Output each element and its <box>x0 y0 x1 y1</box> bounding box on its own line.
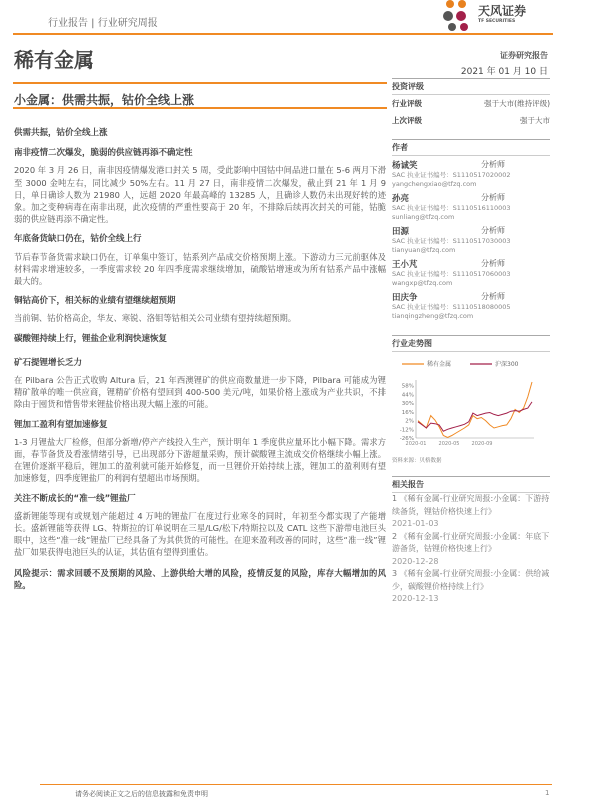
author-email[interactable]: yangchengxiao@tfzq.com <box>392 180 477 188</box>
related-report-item[interactable] <box>392 493 550 531</box>
legend-label: 稀有金属 <box>427 361 452 368</box>
y-tick-label: 2% <box>405 418 414 425</box>
paragraph: 当前铜、钴价格高企，华友、寒锐、洛钼等钴相关公司业绩有望持续超预期。 <box>14 313 297 324</box>
rating-row <box>392 112 550 129</box>
y-tick-label: 30% <box>401 401 414 408</box>
paragraph: 节后春节备货需求缺口仍在，订单集中签订，钴系列产品成交价格预期上涨。下游动力三元前驱体及材料需求增速较多，一季度需求较 20 年四季度需求继续增加，硫酸钴增速或为所有钴系产品中涨幅最大的。 <box>14 251 386 287</box>
author-name: 田源 <box>392 227 410 237</box>
x-tick-label: 2020-01 <box>405 441 427 447</box>
related-report-title[interactable]: 2 《稀有金属-行业研究周报:小金属：年底下游备货，钴锂价格快速上行》 <box>392 531 550 553</box>
logo-text-en: TF SECURITIES <box>478 19 516 24</box>
rating-label: 行业评级 <box>392 99 422 108</box>
authors-heading: 作者 <box>392 139 550 156</box>
related-reports <box>392 493 550 606</box>
author-sac: SAC 执业证书编号：S1110516110003 <box>392 204 511 212</box>
disclaimer: 请务必阅读正文之后的信息披露和免责申明 <box>75 790 208 798</box>
risk-warning: 风险提示：需求回暖不及预期的风险、上游供给大增的风险，疫情反复的风险，库存大幅增加的风险。 <box>14 567 386 590</box>
author-role: 分析师 <box>481 193 505 202</box>
author-email[interactable]: wangxp@tfzq.com <box>392 279 453 287</box>
related-report-date: 2020-12-13 <box>392 594 439 603</box>
author-name: 孙亮 <box>392 194 410 204</box>
page-number: 1 <box>545 789 550 797</box>
section-heading: 锂加工盈利有望加速修复 <box>14 419 108 430</box>
author-role: 分析师 <box>481 226 505 235</box>
author-entry <box>392 192 550 222</box>
section-heading: 关注不断成长的“准一线”锂盐厂 <box>14 493 136 504</box>
paragraph: 1-3 月锂盐大厂检修，但部分新增/停产产线投入生产，预计明年 1 季度供应量环比小幅下降。需求方面，春节备货及看涨情绪引导，已出现部分下游超量采购，预计碳酸锂主流成交价格继续小幅上涨。在锂价逐渐平稳后，锂加工的盈利就可能开始修复，而一旦锂价开始持续上涨，锂加工的盈利则有望加速修复，四季度锂盐厂的利润有望超出市场预期。 <box>14 436 386 484</box>
report-category: 行业报告 | 行业研究周报 <box>48 18 158 29</box>
logo-text: 天风证券 <box>478 4 527 18</box>
tf-securities-logo <box>440 0 555 32</box>
chart-source: 资料来源：贝格数据 <box>392 458 442 464</box>
rating-row <box>392 95 550 112</box>
rating-value: 强于大市 <box>520 116 550 125</box>
author-sac: SAC 执业证书编号：S1110517030003 <box>392 237 511 245</box>
paragraph: 在 Pilbara 公告正式收购 Altura 后，21 年西澳锂矿的供应商数量进一步下降，Pilbara 可能成为锂精矿散单的唯一供应商，锂精矿价格有望回到 400-500 美元/吨，如果价格上涨成为产业共识，不排除由于囤货和惜售带来锂盐价格出现大幅上涨的可能。 <box>14 375 386 410</box>
author-list <box>392 159 550 321</box>
legend-label: 沪深300 <box>495 361 519 368</box>
author-role: 分析师 <box>481 259 505 268</box>
author-entry <box>392 258 550 288</box>
logo-mark-icon <box>440 0 480 32</box>
section-heading: 碳酸锂持续上行，锂盐企业利润快速恢复 <box>14 333 168 344</box>
y-tick-label: 44% <box>401 392 414 399</box>
author-sac: SAC 执业证书编号：S1110517020002 <box>392 171 511 179</box>
author-sac: SAC 执业证书编号：S1110517060003 <box>392 270 511 278</box>
author-email[interactable]: tianyuan@tfzq.com <box>392 246 456 254</box>
author-name: 王小芃 <box>392 260 418 270</box>
author-entry <box>392 291 550 321</box>
author-sac: SAC 执业证书编号：S1110518080005 <box>392 303 511 311</box>
series-line-稀有金属 <box>418 382 532 437</box>
title-divider <box>13 82 387 84</box>
paragraph: 盛新锂能等现有或规划产能超过 4 万吨的锂盐厂在度过行业寒冬的同时，年初至今都实现了产能增长。盛新锂能等获得 LG、特斯拉的订单说明在三星/LG/松下/特斯拉以及 CATL 这些下游带电池巨头眼中，这些“准一线“锂盐厂已经具备了为其供货的可能性。在迎来盈利改善的同时，这些“准一线”锂盐厂如果获得电池巨头的认证，其估值有望得到重估。 <box>14 510 386 558</box>
section-heading: 南非疫情二次爆发，脆弱的供应链再添不确定性 <box>14 148 193 159</box>
rating-heading: 投资评级 <box>392 78 550 95</box>
report-subtitle: 小金属：供需共振，钴价全线上涨 <box>14 93 195 107</box>
related-heading: 相关报告 <box>392 476 550 493</box>
author-email[interactable]: tianqingzheng@tfzq.com <box>392 312 474 320</box>
author-name: 田庆争 <box>392 293 418 303</box>
trend-heading: 行业走势图 <box>392 335 550 352</box>
sidebar <box>392 78 550 606</box>
paragraph: 2020 年 3 月 26 日，南非因疫情爆发港口封关 5 周，受此影响中国钴中间品进口量在 5-6 两月下滑至 3000 金吨左右，同比减少 50%左右。11 月 27 日，南非疫情二次爆发，截止到 21 年 1 月 9 日，单日确诊人数为 21980 人，远超 2020 年最高峰的 13285 人，且确诊人数仍未出现好转的迹象。加之变种病毒在南非出现，此次疫情的严重性要高于 20 年，不排除后续再次封关的可能，钴脆弱的供应链再添不确定性。 <box>14 165 386 225</box>
author-role: 分析师 <box>481 292 505 301</box>
rating-label: 上次评级 <box>392 116 422 125</box>
related-report-date: 2021-01-03 <box>392 519 439 528</box>
related-report-date: 2020-12-28 <box>392 556 439 566</box>
section-heading: 供需共振，钴价全线上涨 <box>14 128 108 138</box>
page-title: 稀有金属 <box>14 48 94 72</box>
footer-divider <box>40 784 552 785</box>
y-tick-label: -12% <box>399 427 414 434</box>
related-report-title[interactable]: 3 《稀有金属-行业研究周报:小金属：供给减少，碳酸锂价格持续上行》 <box>392 569 550 591</box>
rating-value: 强于大市(维持评级) <box>484 99 550 108</box>
author-email[interactable]: sunliang@tfzq.com <box>392 213 455 221</box>
report-type: 证券研究报告 <box>500 51 548 60</box>
author-name: 杨诚笑 <box>392 161 418 171</box>
x-tick-label: 2020-09 <box>471 441 493 447</box>
section-heading: 年底备货缺口仍在，钴价全线上行 <box>14 234 142 245</box>
trend-chart <box>392 352 550 448</box>
y-tick-label: -26% <box>399 436 414 442</box>
report-date: 2021 年 01 月 10 日 <box>460 67 548 77</box>
related-report-item[interactable] <box>392 568 550 606</box>
y-tick-label: 58% <box>401 383 414 390</box>
x-tick-label: 2020-05 <box>438 441 460 447</box>
section-heading: 铜钴高价下，相关标的业绩有望继续超预期 <box>14 296 176 307</box>
author-entry <box>392 159 550 189</box>
report-body <box>14 127 386 591</box>
author-role: 分析师 <box>481 160 505 169</box>
related-report-item[interactable] <box>392 531 550 569</box>
section-heading: 矿石提锂增长乏力 <box>14 357 83 368</box>
author-entry <box>392 225 550 255</box>
subtitle-divider <box>13 107 387 109</box>
header-divider <box>13 33 553 35</box>
y-tick-label: 16% <box>401 409 414 416</box>
related-report-title[interactable]: 1 《稀有金属-行业研究周报:小金属：下游持续备货，锂钴价格快速上行》 <box>392 494 550 516</box>
